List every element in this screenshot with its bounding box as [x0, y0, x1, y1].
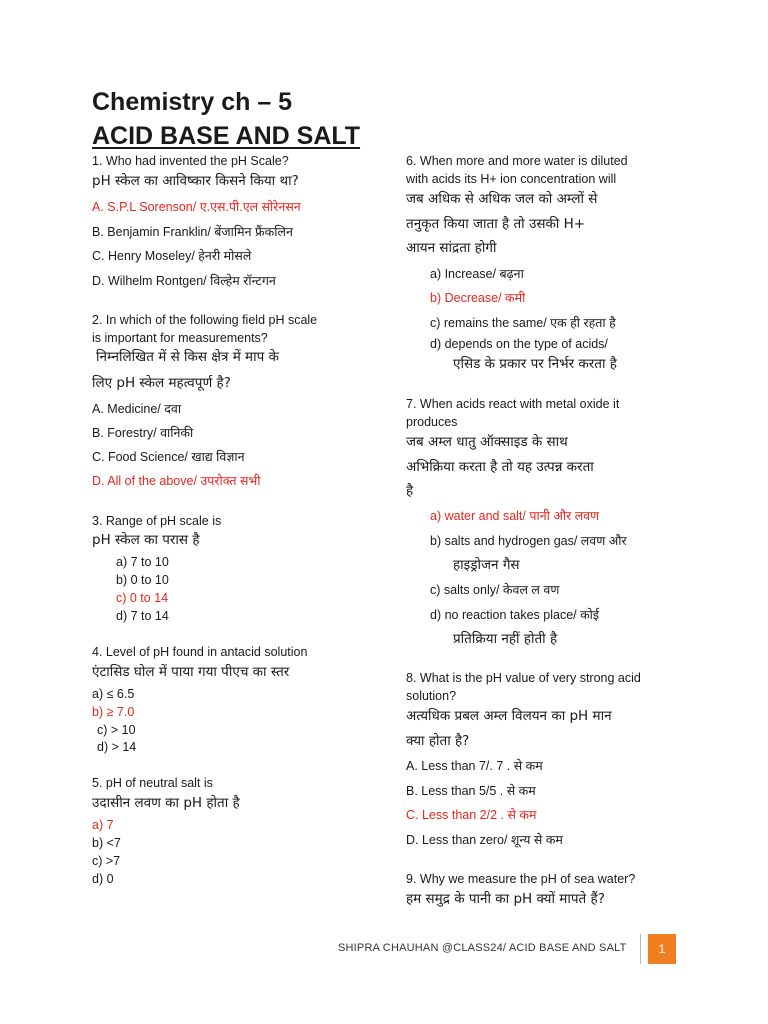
- q7-question-en-1: 7. When acids react with metal oxide it: [406, 397, 620, 411]
- q4-option-d: d) > 14: [97, 740, 137, 754]
- q4-question-hi: एंटासिड घोल में पाया गया पीएच का स्तर: [92, 664, 290, 680]
- q7-question-hi-1: जब अम्ल धातु ऑक्साइड के साथ: [406, 434, 568, 450]
- q6-option-d-hi: एसिड के प्रकार पर निर्भर करता है: [453, 356, 617, 372]
- q7-question-hi-3: है: [406, 483, 414, 499]
- q8-option-b: B. Less than 5/5 . से कम: [406, 784, 536, 798]
- q6-option-d: d) depends on the type of acids/: [430, 337, 608, 351]
- q8-option-d: D. Less than zero/ शून्य से कम: [406, 833, 563, 847]
- q9-question-en: 9. Why we measure the pH of sea water?: [406, 872, 636, 886]
- q6-option-b: b) Decrease/ कमी: [430, 291, 526, 305]
- q2-option-b: B. Forestry/ वानिकी: [92, 426, 194, 440]
- q9-question-hi: हम समुद्र के पानी का pH क्यों मापते हैं?: [406, 891, 605, 907]
- q1-question-en: 1. Who had invented the pH Scale?: [92, 154, 289, 168]
- q5-option-b: b) <7: [92, 836, 121, 850]
- footer-divider: [640, 934, 641, 964]
- q7-option-c: c) salts only/ केवल ल वण: [430, 583, 560, 597]
- q3-option-d: d) 7 to 14: [116, 609, 169, 623]
- footer-text: SHIPRA CHAUHAN @CLASS24/ ACID BASE AND SALT: [338, 942, 627, 954]
- q6-option-a: a) Increase/ बढ़ना: [430, 267, 524, 281]
- q8-option-c: C. Less than 2/2 . से कम: [406, 808, 537, 822]
- q7-question-en-2: produces: [406, 415, 458, 429]
- q2-question-en-2: is important for measurements?: [92, 331, 268, 345]
- q1-option-c: C. Henry Moseley/ हेनरी मोसले: [92, 249, 252, 263]
- q2-question-hi-2: लिए pH स्केल महत्वपूर्ण है?: [92, 375, 231, 391]
- q3-question-hi: pH स्केल का परास है: [92, 532, 200, 548]
- q8-question-en-1: 8. What is the pH value of very strong acid: [406, 671, 641, 685]
- q3-option-a: a) 7 to 10: [116, 555, 169, 569]
- q2-question-hi-1: निम्नलिखित में से किस क्षेत्र में माप के: [96, 349, 279, 365]
- q6-question-hi-3: आयन सांद्रता होगी: [406, 240, 497, 256]
- q4-option-a: a) ≤ 6.5: [92, 687, 135, 701]
- q1-option-b: B. Benjamin Franklin/ बेंजामिन फ्रैंकलिन: [92, 225, 293, 239]
- page-number-badge: 1: [648, 934, 676, 964]
- q5-option-c: c) >7: [92, 854, 121, 868]
- q6-question-hi-1: जब अधिक से अधिक जल को अम्लों से: [406, 191, 598, 207]
- q2-option-d: D. All of the above/ उपरोक्त सभी: [92, 474, 261, 488]
- q2-question-en-1: 2. In which of the following field pH scale: [92, 313, 318, 327]
- q6-option-c: c) remains the same/ एक ही रहता है: [430, 316, 616, 330]
- q7-option-d-hi: प्रतिक्रिया नहीं होती है: [453, 631, 558, 647]
- q5-question-en: 5. pH of neutral salt is: [92, 776, 213, 790]
- q7-option-b: b) salts and hydrogen gas/ लवण और: [430, 534, 627, 548]
- q5-question-hi: उदासीन लवण का pH होता है: [92, 795, 240, 811]
- q8-question-en-2: solution?: [406, 689, 457, 703]
- q7-option-d: d) no reaction takes place/ कोई: [430, 608, 600, 622]
- q4-option-c: c) > 10: [97, 723, 136, 737]
- q2-option-a: A. Medicine/ दवा: [92, 402, 182, 416]
- q3-option-c: c) 0 to 14: [116, 591, 169, 605]
- q8-option-a: A. Less than 7/. 7 . से कम: [406, 759, 543, 773]
- q3-option-b: b) 0 to 10: [116, 573, 169, 587]
- q4-question-en: 4. Level of pH found in antacid solution: [92, 645, 308, 659]
- q6-question-en-1: 6. When more and more water is diluted: [406, 154, 628, 168]
- q6-question-hi-2: तनुकृत किया जाता है तो उसकी H+: [406, 216, 586, 232]
- q3-question-en: 3. Range of pH scale is: [92, 514, 222, 528]
- q7-option-b-hi: हाइड्रोजन गैस: [453, 557, 520, 573]
- q7-option-a: a) water and salt/ पानी और लवण: [430, 509, 600, 523]
- q5-option-d: d) 0: [92, 872, 114, 886]
- chapter-subtitle: ACID BASE AND SALT: [92, 122, 361, 150]
- q8-question-hi-1: अत्यधिक प्रबल अम्ल विलयन का pH मान: [406, 708, 612, 724]
- q5-option-a: a) 7: [92, 818, 114, 832]
- q7-question-hi-2: अभिक्रिया करता है तो यह उत्पन्न करता: [406, 459, 594, 475]
- q1-question-hi: pH स्केल का आविष्कार किसने किया था?: [92, 173, 299, 189]
- q8-question-hi-2: क्या होता है?: [406, 733, 470, 749]
- q1-option-d: D. Wilhelm Rontgen/ विल्हेम रॉन्टगन: [92, 274, 276, 288]
- chapter-title: Chemistry ch – 5: [92, 88, 293, 116]
- q1-option-a: A. S.P.L Sorenson/ ए.एस.पी.एल सोरेनसन: [92, 200, 301, 214]
- q6-question-en-2: with acids its H+ ion concentration will: [406, 172, 617, 186]
- q4-option-b: b) ≥ 7.0: [92, 705, 135, 719]
- q2-option-c: C. Food Science/ खाद्य विज्ञान: [92, 450, 245, 464]
